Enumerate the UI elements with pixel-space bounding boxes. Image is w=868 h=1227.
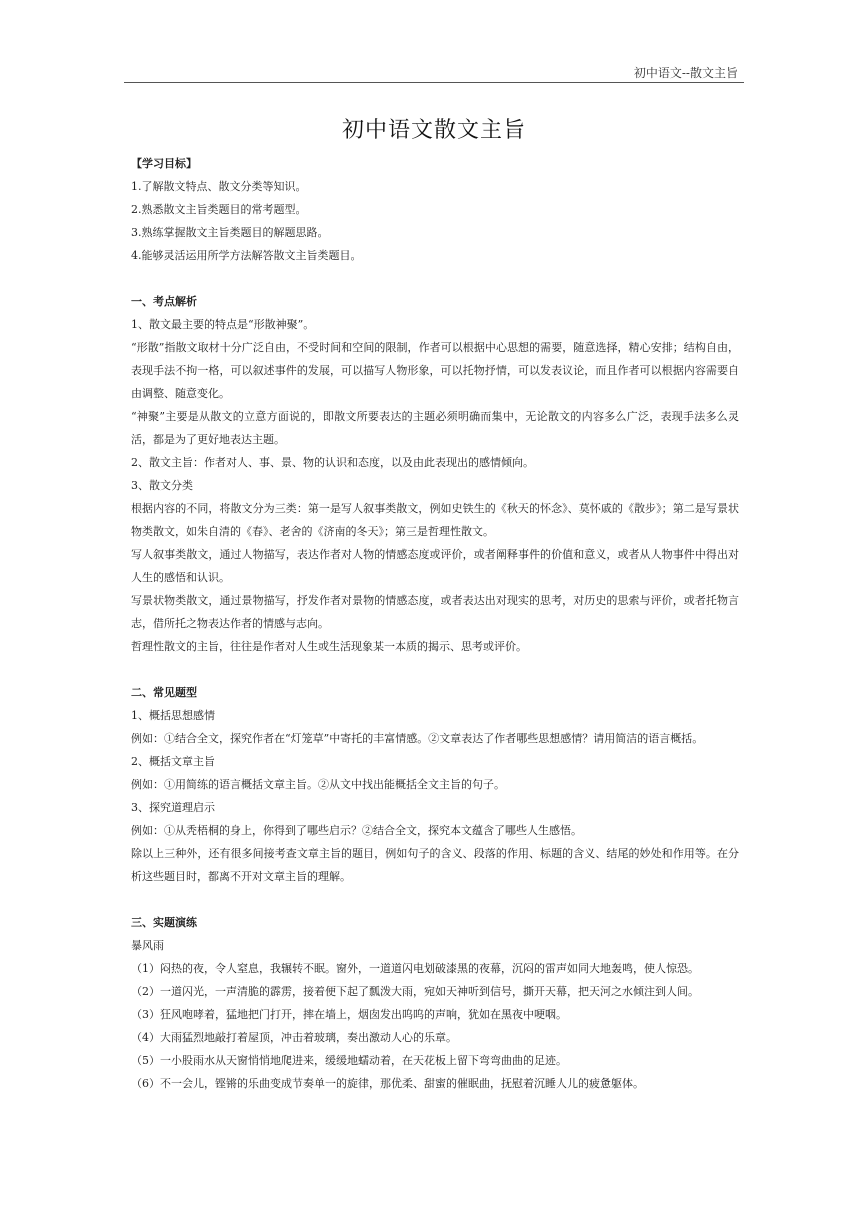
paragraph: “形散”指散文取材十分广泛自由，不受时间和空间的限制，作者可以根据中心思想的需要，随意选择，精心安排；结构自由，表现手法不拘一格，可以叙述事件的发展，可以描写人物形象，可以托物抒情，可以发表议论，而且作者可以根据内容需要自由调整、随意变化。 xyxy=(131,341,739,400)
paragraph: 3、探究道理启示 xyxy=(131,801,215,814)
paragraph: 3、散文分类 xyxy=(131,479,193,492)
header-text: 初中语文--散文主旨 xyxy=(633,66,738,80)
paragraph: 根据内容的不同，将散文分为三类：第一是写人叙事类散文，例如史铁生的《秋天的怀念》、莫怀戚的《散步》；第二是写景状物类散文，如朱自清的《春》、老舍的《济南的冬天》；第三是哲理性散文。 xyxy=(131,502,739,538)
section3-heading: 三、实题演练 xyxy=(131,916,197,929)
goal-item: 3.熟练掌握散文主旨类题目的解题思路。 xyxy=(131,226,329,239)
goal-item: 1.了解散文特点、散文分类等知识。 xyxy=(131,180,307,193)
paragraph: 例如：①结合全文，探究作者在“灯笼草”中寄托的丰富情感。②文章表达了作者哪些思想感情？请用简洁的语言概括。 xyxy=(131,732,704,745)
passage-paragraph: （3）狂风咆哮着，猛地把门打开，摔在墙上，烟囱发出呜呜的声响，犹如在黑夜中哽咽。 xyxy=(131,1008,567,1021)
passage-title: 暴风雨 xyxy=(131,939,164,952)
goals-heading: 【学习目标】 xyxy=(131,157,197,170)
passage-paragraph: （2）一道闪光，一声清脆的霹雳，接着便下起了瓢泼大雨，宛如天神听到信号，撕开天幕，把天河之水倾注到人间。 xyxy=(131,985,699,998)
passage-paragraph: （1）闷热的夜，令人窒息，我辗转不眠。窗外，一道道闪电划破漆黑的夜幕，沉闷的雷声如同大地轰鸣，使人惊恐。 xyxy=(131,962,699,975)
page-header xyxy=(124,62,744,83)
paragraph: 2、散文主旨：作者对人、事、景、物的认识和态度，以及由此表现出的感情倾向。 xyxy=(131,456,534,469)
paragraph: 1、概括思想感情 xyxy=(131,709,215,722)
document-body xyxy=(131,152,739,1095)
paragraph: 写人叙事类散文，通过人物描写，表达作者对人物的情感态度或评价，或者阐释事件的价值和意义，或者从人物事件中得出对人生的感悟和认识。 xyxy=(131,548,739,584)
section2-heading: 二、常见题型 xyxy=(131,686,197,699)
paragraph: “神聚”主要是从散文的立意方面说的，即散文所要表达的主题必须明确而集中，无论散文的内容多么广泛，表现手法多么灵活，都是为了更好地表达主题。 xyxy=(131,410,739,446)
document-title: 初中语文散文主旨 xyxy=(341,118,526,143)
goal-item: 4.能够灵活运用所学方法解答散文主旨类题目。 xyxy=(131,249,362,262)
passage-paragraph: （6）不一会儿，铿锵的乐曲变成节奏单一的旋律，那优柔、甜蜜的催眠曲，抚慰着沉睡人儿的疲惫躯体。 xyxy=(131,1077,644,1090)
goal-item: 2.熟悉散文主旨类题目的常考题型。 xyxy=(131,203,307,216)
paragraph: 例如：①从秃梧桐的身上，你得到了哪些启示？②结合全文，探究本文蕴含了哪些人生感悟。 xyxy=(131,824,582,837)
paragraph: 哲理性散文的主旨，往往是作者对人生或生活现象某一本质的揭示、思考或评价。 xyxy=(131,640,527,653)
paragraph: 除以上三种外，还有很多间接考查文章主旨的题目，例如句子的含义、段落的作用、标题的含义、结尾的妙处和作用等。在分析这些题目时，都离不开对文章主旨的理解。 xyxy=(131,847,739,883)
section1-heading: 一、考点解析 xyxy=(131,295,197,308)
paragraph: 写景状物类散文，通过景物描写，抒发作者对景物的情感态度，或者表达出对现实的思考，对历史的思索与评价，或者托物言志，借所托之物表达作者的情感与志向。 xyxy=(131,594,739,630)
paragraph: 1、散文最主要的特点是“形散神聚”。 xyxy=(131,318,315,331)
paragraph: 2、概括文章主旨 xyxy=(131,755,215,768)
passage-paragraph: （5）一小股雨水从天窗悄悄地爬进来，缓缓地蠕动着，在天花板上留下弯弯曲曲的足迹。 xyxy=(131,1054,567,1067)
passage-paragraph: （4）大雨猛烈地敲打着屋顶，冲击着玻璃，奏出激动人心的乐章。 xyxy=(131,1031,457,1044)
paragraph: 例如：①用简练的语言概括文章主旨。②从文中找出能概括全文主旨的句子。 xyxy=(131,778,505,791)
